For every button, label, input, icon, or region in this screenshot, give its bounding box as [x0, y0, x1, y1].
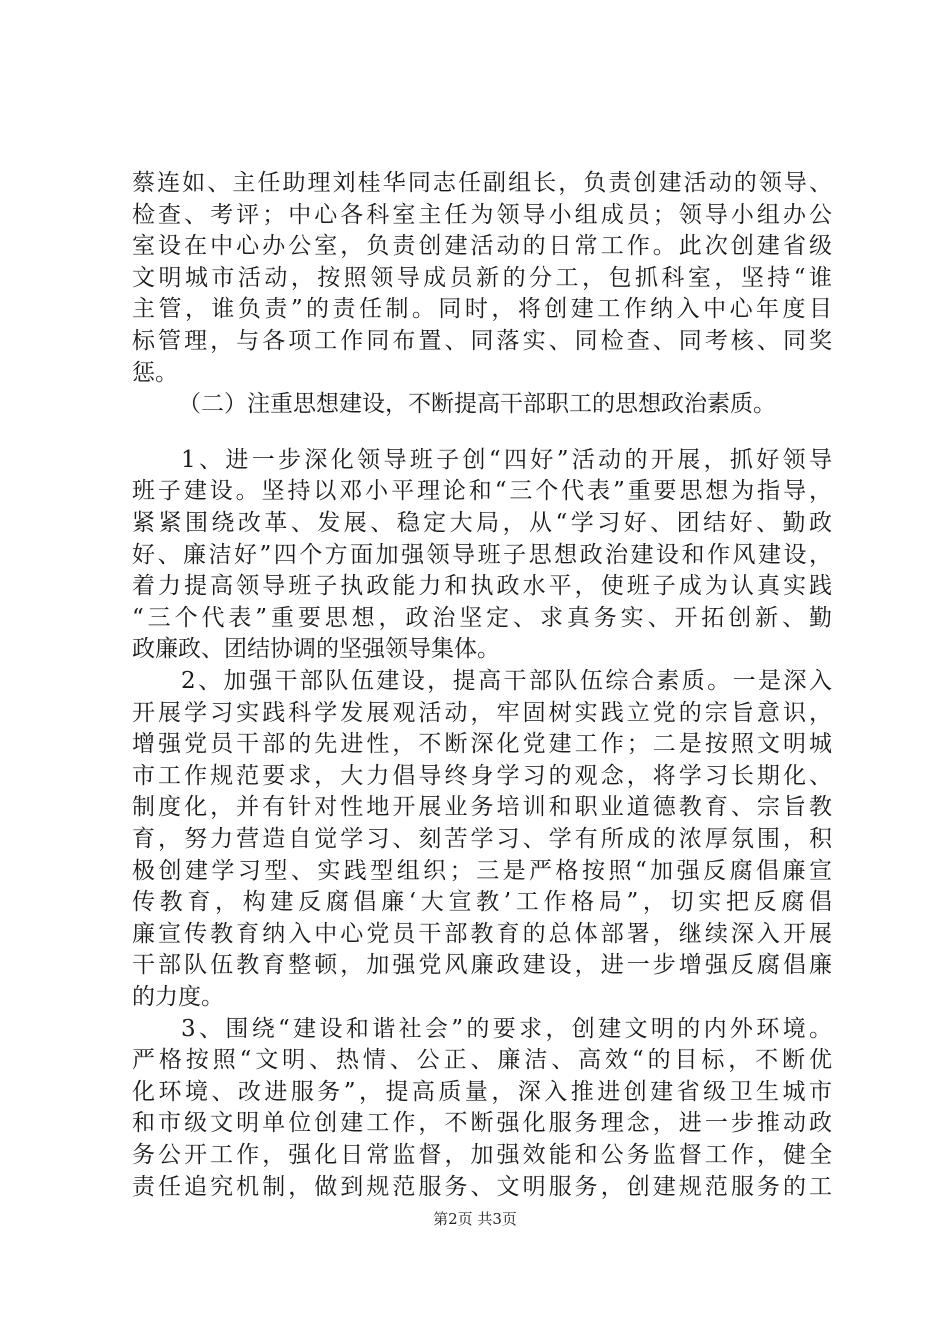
- text-line: 廉宣传教育纳入中心党员干部教育的总体部署，继续深入开展: [132, 921, 832, 947]
- text-line: 开展学习实践科学发展观活动，牢固树实践立党的宗旨意识，: [132, 700, 832, 726]
- text-line: 的力度。: [132, 984, 224, 1010]
- text-line: 和市级文明单位创建工作，不断强化服务理念，进一步推动政: [132, 1110, 832, 1136]
- text-line: 3、围绕“建设和谐社会”的要求，创建文明的内外环境。: [181, 1016, 832, 1042]
- text-line: 干部队伍教育整顿，加强党风廉政建设，进一步增强反腐倡廉: [132, 952, 832, 978]
- text-line: 增强党员干部的先进性，不断深化党建工作；二是按照文明城: [132, 731, 832, 757]
- section-heading: （二）注重思想建设，不断提高干部职工的思想政治素质。: [178, 391, 776, 417]
- text-line: 惩。: [132, 360, 178, 386]
- text-line: 极创建学习型、实践型组织；三是严格按照“加强反腐倡廉宣: [132, 858, 832, 884]
- text-line: 政廉政、团结协调的坚强领导集体。: [132, 636, 500, 662]
- text-line: “三个代表”重要思想，政治坚定、求真务实、开拓创新、勤: [132, 605, 832, 631]
- page-footer: 第2页 共3页: [433, 1210, 517, 1228]
- text-line: 文明城市活动，按照领导成员新的分工，包抓科室，坚持“谁: [132, 265, 832, 291]
- text-line: 化环境、改进服务”，提高质量，深入推进创建省级卫生城市: [132, 1079, 832, 1105]
- text-line: 好、廉洁好”四个方面加强领导班子思想政治建设和作风建设，: [132, 542, 832, 568]
- text-line: 主管，谁负责”的责任制。同时，将创建工作纳入中心年度目: [132, 296, 832, 322]
- text-line: 检查、考评；中心各科室主任为领导小组成员；领导小组办公: [132, 202, 832, 228]
- text-line: 室设在中心办公室，负责创建活动的日常工作。此次创建省级: [132, 233, 832, 259]
- text-line: 班子建设。坚持以邓小平理论和“三个代表”重要思想为指导，: [132, 478, 832, 504]
- text-line: 2、加强干部队伍建设，提高干部队伍综合素质。一是深入: [181, 668, 832, 694]
- text-line: 严格按照“文明、热情、公正、廉洁、高效“的目标，不断优: [132, 1047, 832, 1073]
- text-line: 责任追究机制，做到规范服务、文明服务，创建规范服务的工: [132, 1174, 832, 1200]
- text-line: 育，努力营造自觉学习、刻苦学习、学有所成的浓厚氛围，积: [132, 826, 832, 852]
- text-line: 传教育，构建反腐倡廉‘大宣教’工作格局”，切实把反腐倡: [132, 889, 832, 915]
- text-line: 制度化，并有针对性地开展业务培训和职业道德教育、宗旨教: [132, 794, 832, 820]
- text-line: 市工作规范要求，大力倡导终身学习的观念，将学习长期化、: [132, 763, 832, 789]
- text-line: 1、进一步深化领导班子创“四好”活动的开展，抓好领导: [181, 447, 832, 473]
- text-line: 着力提高领导班子执政能力和执政水平，使班子成为认真实践: [132, 573, 832, 599]
- text-line: 紧紧围绕改革、发展、稳定大局，从“学习好、团结好、勤政: [132, 510, 832, 536]
- text-line: 标管理，与各项工作同布置、同落实、同检查、同考核、同奖: [132, 328, 832, 354]
- text-line: 务公开工作，强化日常监督，加强效能和公务监督工作，健全: [132, 1142, 832, 1168]
- text-line: 蔡连如、主任助理刘桂华同志任副组长，负责创建活动的领导、: [132, 170, 832, 196]
